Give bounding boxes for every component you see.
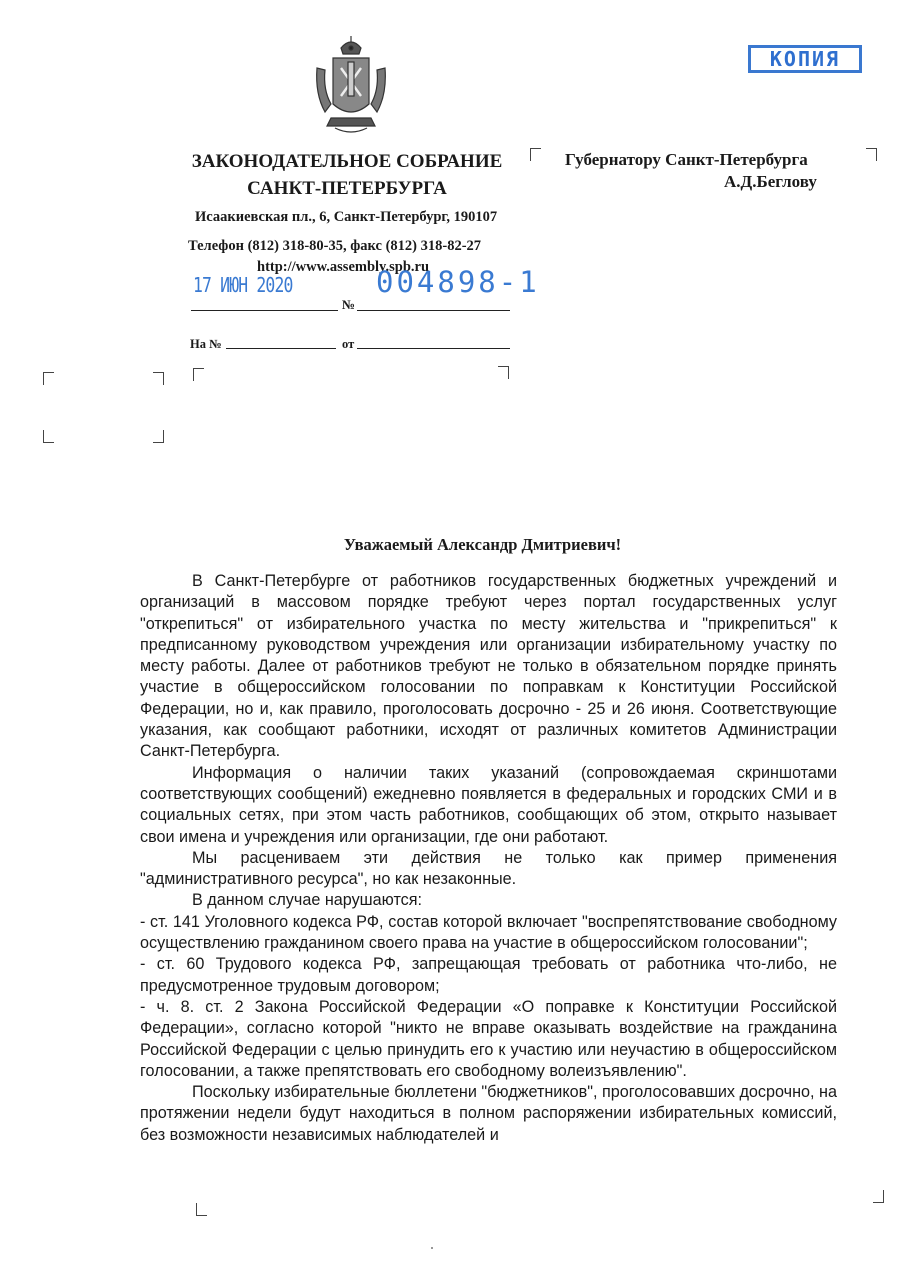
recipient-name: А.Д.Беглову bbox=[724, 172, 817, 191]
corner-mark bbox=[866, 148, 877, 161]
corner-mark bbox=[530, 148, 541, 161]
organization-city: САНКТ-ПЕТЕРБУРГА bbox=[247, 178, 447, 199]
corner-mark bbox=[193, 368, 204, 381]
date-field-line bbox=[191, 310, 338, 311]
recipient-title: Губернатору Санкт-Петербурга bbox=[565, 150, 808, 169]
paragraph: Информация о наличии таких указаний (сопровождаемая скриншотами соответствующих сообщений) ежедневно появляется в федеральных и городских СМИ и в социальных сетях, при этом часть работников, сообщающих об этом, открыто называет свои имена и учреждения или организации, где они работают. bbox=[140, 763, 837, 846]
list-item: - ст. 141 Уголовного кодекса РФ, состав которой включает "воспрепятствование свободному осуществлению гражданином своего права на участие в общероссийском голосовании"; bbox=[140, 912, 837, 953]
corner-mark bbox=[153, 430, 164, 443]
organization-address: Исаакиевская пл., 6, Санкт-Петербург, 190107 bbox=[195, 209, 498, 225]
corner-mark bbox=[196, 1203, 207, 1216]
corner-mark bbox=[43, 372, 54, 385]
organization-phone: Телефон (812) 318-80-35, факс (812) 318-82-27 bbox=[188, 238, 482, 254]
list-item: - ч. 8. ст. 2 Закона Российской Федерации «О поправке к Конституции Российской Федерации», согласно которой "никто не вправе оказывать воздействие на гражданина Российской Федерации с целью принудить его к участию или неучастию в общероссийском голосовании, а также препятствовать его свободному волеизъявлению". bbox=[140, 997, 837, 1080]
scan-speck bbox=[431, 1247, 433, 1249]
number-field-line bbox=[357, 310, 510, 311]
paragraph: Поскольку избирательные бюллетени "бюджетников", проголосовавших досрочно, на протяжении недели будут находиться в полном распоряжении избирательных комиссий, без возможности независимых наблюдателей и bbox=[140, 1083, 837, 1144]
reply-date-field-line bbox=[357, 348, 510, 349]
copy-stamp: КОПИЯ bbox=[748, 45, 862, 73]
number-label: № bbox=[342, 297, 356, 312]
paragraph: В Санкт-Петербурге от работников государственных бюджетных учреждений и организаций в массовом порядке требуют через портал государственных услуг "открепиться" от избирательного участка по месту жительства и "прикрепиться" к предписанному руководством учреждения или организации избирательному участку по месту работы. Далее от работников требуют не только в обязательном порядке принять участие в общероссийском голосовании по поправкам к Конституции Российской Федерации, но и, как правило, проголосовать досрочно - 25 и 26 июня. Соответствующие указания, как сообщают работники, исходят от различных комитетов Администрации Санкт-Петербурга. bbox=[140, 572, 837, 761]
reply-to-field-line bbox=[226, 348, 336, 349]
registration-date-stamp: 17 ИЮН 2020 bbox=[193, 273, 293, 297]
registration-number-stamp: 004898-1 bbox=[376, 265, 540, 299]
reply-to-label: На № bbox=[190, 337, 222, 351]
paragraph: В данном случае нарушаются: bbox=[192, 891, 423, 910]
corner-mark bbox=[153, 372, 164, 385]
list-item: - ст. 60 Трудового кодекса РФ, запрещающая требовать от работника что-либо, не предусмотренное трудовым договором; bbox=[140, 955, 837, 995]
organization-website: http://www.assembly.spb.ru bbox=[257, 259, 430, 275]
corner-mark bbox=[873, 1190, 884, 1203]
organization-name: ЗАКОНОДАТЕЛЬНОЕ СОБРАНИЕ bbox=[191, 151, 503, 172]
corner-mark bbox=[43, 430, 54, 443]
corner-mark bbox=[498, 366, 509, 379]
reply-date-label: от bbox=[342, 337, 355, 351]
coat-of-arms-icon bbox=[311, 34, 391, 138]
letter-body bbox=[140, 571, 837, 1146]
paragraph: Мы расцениваем эти действия не только как пример применения "административного ресурса", но как незаконные. bbox=[140, 848, 837, 889]
letter-salutation: Уважаемый Александр Дмитриевич! bbox=[343, 535, 622, 554]
